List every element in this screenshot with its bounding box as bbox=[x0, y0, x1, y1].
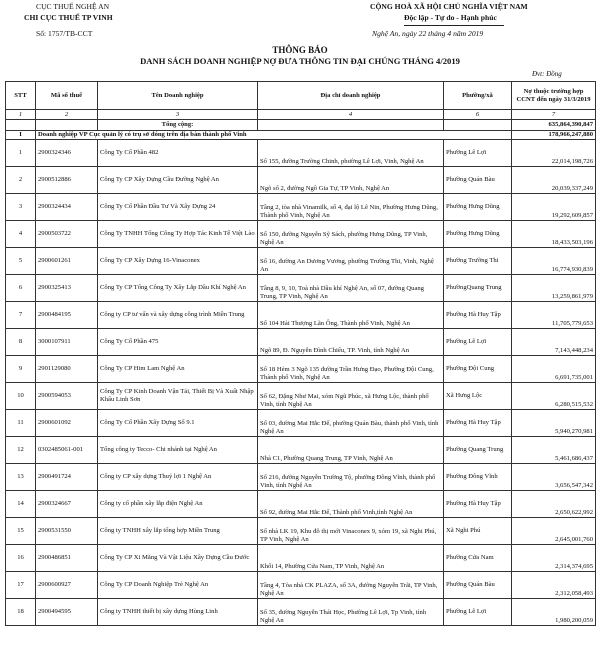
agency-name: CỤC THUẾ NGHỆ AN bbox=[36, 2, 110, 11]
row-tax-code: 2900491724 bbox=[36, 464, 98, 491]
row-address: Số 216, đường Nguyễn Trường Tộ, phường Đông Vĩnh, thành phố Vinh, tỉnh Nghệ An bbox=[258, 464, 444, 491]
row-stt: 6 bbox=[6, 275, 36, 302]
row-ward: Phường Đông Vĩnh bbox=[444, 464, 512, 491]
index-cell: 7 bbox=[512, 110, 596, 120]
index-cell: 2 bbox=[36, 110, 98, 120]
row-stt: 4 bbox=[6, 221, 36, 248]
row-tax-code: 2900325413 bbox=[36, 275, 98, 302]
total-label: Tổng cộng: bbox=[98, 120, 258, 131]
header-debt-amount: Nợ thuộc trường hợp CCNT đến ngày 31/3/2019 bbox=[512, 82, 596, 110]
row-company-name: Công Ty CP Xi Măng Và Vật Liệu Xây Dựng Cầu Đước bbox=[98, 545, 258, 572]
row-stt: 14 bbox=[6, 491, 36, 518]
table-header-row bbox=[6, 82, 596, 110]
row-debt-amount: 3,656,547,342 bbox=[512, 464, 596, 491]
row-debt-amount: 5,940,270,981 bbox=[512, 410, 596, 437]
table-row bbox=[6, 329, 596, 356]
notice-title: THÔNG BÁO bbox=[272, 45, 328, 55]
column-index-row bbox=[6, 110, 596, 120]
row-company-name: Công Ty CP Xây Dựng Cầu Đường Nghệ An bbox=[98, 167, 258, 194]
total-row bbox=[6, 120, 596, 131]
table-row bbox=[6, 410, 596, 437]
row-address: Số 92, đường Mai Hắc Đế, Thành phố Vinh,tỉnh Nghệ An bbox=[258, 491, 444, 518]
row-debt-amount: 16,774,930,839 bbox=[512, 248, 596, 275]
row-stt: 13 bbox=[6, 464, 36, 491]
row-address: Số 104 Hải Thượng Lãn Ông, Thành phố Vinh, Nghệ An bbox=[258, 302, 444, 329]
row-address: Tầng 2, tòa nhà Vinamilk, số 4, đại lộ Lê Nin, Phường Hưng Dũng, Thành phố Vinh, Nghệ An bbox=[258, 194, 444, 221]
row-company-name: Công Ty CP Kinh Doanh Vận Tải, Thiết Bị Và Xuất Nhập Khẩu Linh Sơn bbox=[98, 383, 258, 410]
row-debt-amount: 18,433,503,196 bbox=[512, 221, 596, 248]
row-address: Nhà C1, Phường Quang Trung, TP Vinh, Nghệ An bbox=[258, 437, 444, 464]
row-stt: 16 bbox=[6, 545, 36, 572]
issue-date: Nghệ An, ngày 22 tháng 4 năm 2019 bbox=[372, 29, 484, 38]
row-company-name: Tổng công ty Tecco- Chi nhánh tại Nghệ An bbox=[98, 437, 258, 464]
group-value: 178,966,247,880 bbox=[512, 131, 596, 140]
row-tax-code: 2900324346 bbox=[36, 140, 98, 167]
row-company-name: Công Ty CP Him Lam Nghệ An bbox=[98, 356, 258, 383]
header-address: Địa chỉ doanh nghiệp bbox=[258, 82, 444, 110]
row-address: Số 62, Đặng Như Mai, xóm Ngũ Phúc, xã Hưng Lộc, thành phố Vinh, tỉnh Nghệ An bbox=[258, 383, 444, 410]
row-address: Số 35, đường Nguyễn Thái Học, Phường Lê Lợi, Tp Vinh, tỉnh Nghệ An bbox=[258, 599, 444, 626]
row-address: Số 155, đường Trường Chinh, phường Lê Lợi, Vinh, Nghệ An bbox=[258, 140, 444, 167]
row-debt-amount: 22,014,198,726 bbox=[512, 140, 596, 167]
row-debt-amount: 5,461,686,437 bbox=[512, 437, 596, 464]
row-company-name: Công Ty Cổ Phần Xây Dựng Số 9.1 bbox=[98, 410, 258, 437]
row-debt-amount: 6,691,735,001 bbox=[512, 356, 596, 383]
index-cell: 4 bbox=[258, 110, 444, 120]
row-debt-amount: 2,645,001,760 bbox=[512, 518, 596, 545]
row-ward: Phường Lê Lợi bbox=[444, 140, 512, 167]
table-row bbox=[6, 572, 596, 599]
row-company-name: Công Ty CP Doanh Nghiệp Trẻ Nghệ An bbox=[98, 572, 258, 599]
row-company-name: Công Ty Cổ Phần 482 bbox=[98, 140, 258, 167]
row-tax-code: 2900531550 bbox=[36, 518, 98, 545]
national-motto: Độc lập - Tự do - Hạnh phúc bbox=[404, 13, 497, 22]
row-address: Tầng 4, Tòa nhà CK PLAZA, số 3A, đường Nguyễn Trãi, TP Vinh, Nghệ An bbox=[258, 572, 444, 599]
row-ward: Phường Lê Lợi bbox=[444, 599, 512, 626]
table-row bbox=[6, 356, 596, 383]
row-company-name: Công ty cổ phần xây lắp điện Nghệ An bbox=[98, 491, 258, 518]
row-ward: Phường Hà Huy Tập bbox=[444, 302, 512, 329]
total-blank bbox=[258, 120, 444, 131]
total-blank bbox=[36, 120, 98, 131]
row-debt-amount: 7,143,448,234 bbox=[512, 329, 596, 356]
header-tax-code: Mã số thuế bbox=[36, 82, 98, 110]
row-tax-code: 3000107911 bbox=[36, 329, 98, 356]
table-row bbox=[6, 383, 596, 410]
sub-agency-name: CHI CỤC THUẾ TP VINH bbox=[24, 13, 113, 22]
row-address: Số nhà LK 19, Khu đô thị mới Vinaconex 9, xóm 19, xã Nghi Phú, TP Vinh, Nghệ An bbox=[258, 518, 444, 545]
group-row bbox=[6, 131, 596, 140]
row-stt: 9 bbox=[6, 356, 36, 383]
row-tax-code: 2900600927 bbox=[36, 572, 98, 599]
row-ward: Phường Lê Lợi bbox=[444, 329, 512, 356]
currency-unit: Đvt: Đồng bbox=[532, 70, 562, 78]
table-row bbox=[6, 194, 596, 221]
row-company-name: Công ty TNHH thiết bị xây dựng Hùng Linh bbox=[98, 599, 258, 626]
row-ward: Phường Hưng Dũng bbox=[444, 221, 512, 248]
row-address: Số 16, đường An Dương Vương, phường Trường Thi, Vinh, Nghệ An bbox=[258, 248, 444, 275]
document-number: Số: 1757/TB-CCT bbox=[36, 29, 93, 38]
index-cell: 1 bbox=[6, 110, 36, 120]
row-debt-amount: 13,259,861,979 bbox=[512, 275, 596, 302]
row-tax-code: 2900601092 bbox=[36, 410, 98, 437]
row-address: Số 03, đường Mai Hắc Đế, phường Quán Bàu, thành phố Vinh, tỉnh Nghệ An bbox=[258, 410, 444, 437]
row-stt: 2 bbox=[6, 167, 36, 194]
row-ward: Xã Hưng Lộc bbox=[444, 383, 512, 410]
header-stt: STT bbox=[6, 82, 36, 110]
row-stt: 17 bbox=[6, 572, 36, 599]
row-stt: 1 bbox=[6, 140, 36, 167]
row-address: Ngõ số 2, đường Ngô Gia Tự, TP Vinh, Nghệ An bbox=[258, 167, 444, 194]
nation-header: CỘNG HOÀ XÃ HỘI CHỦ NGHĨA VIỆT NAM bbox=[370, 2, 528, 11]
row-stt: 5 bbox=[6, 248, 36, 275]
row-ward: Phường Quán Bàu bbox=[444, 167, 512, 194]
row-stt: 11 bbox=[6, 410, 36, 437]
row-address: Ngõ 89, Đ. Nguyễn Đình Chiểu, TP. Vinh, tỉnh Nghệ An bbox=[258, 329, 444, 356]
row-company-name: Công Ty TNHH Tổng Công Ty Hợp Tác Kinh Tế Việt Lào bbox=[98, 221, 258, 248]
row-company-name: Công Ty CP Tổng Công Ty Xây Lắp Dầu Khí Nghệ An bbox=[98, 275, 258, 302]
row-tax-code: 2900486851 bbox=[36, 545, 98, 572]
group-number: I bbox=[6, 131, 36, 140]
row-ward: PhườngQuang Trung bbox=[444, 275, 512, 302]
total-value: 635,864,390,847 bbox=[512, 120, 596, 131]
index-cell: 3 bbox=[98, 110, 258, 120]
table-row bbox=[6, 599, 596, 626]
debtor-table bbox=[5, 81, 596, 626]
row-company-name: Công Ty CP Xây Dựng 16-Vinaconex bbox=[98, 248, 258, 275]
table-row bbox=[6, 518, 596, 545]
row-ward: Phường Cửa Nam bbox=[444, 545, 512, 572]
row-debt-amount: 19,292,609,857 bbox=[512, 194, 596, 221]
row-tax-code: 2900324434 bbox=[36, 194, 98, 221]
index-cell: 6 bbox=[444, 110, 512, 120]
row-company-name: Công Ty Cổ Phần 475 bbox=[98, 329, 258, 356]
row-stt: 8 bbox=[6, 329, 36, 356]
row-debt-amount: 2,312,058,493 bbox=[512, 572, 596, 599]
row-stt: 18 bbox=[6, 599, 36, 626]
motto-underline bbox=[404, 25, 504, 26]
table-row bbox=[6, 437, 596, 464]
row-tax-code: 2900324667 bbox=[36, 491, 98, 518]
row-debt-amount: 11,705,779,653 bbox=[512, 302, 596, 329]
row-stt: 15 bbox=[6, 518, 36, 545]
table-row bbox=[6, 545, 596, 572]
row-stt: 7 bbox=[6, 302, 36, 329]
group-label: Doanh nghiệp VP Cục quản lý có trụ sở đóng trên địa bàn thành phố Vinh bbox=[36, 131, 512, 140]
row-ward: Phường Hà Huy Tập bbox=[444, 410, 512, 437]
row-tax-code: 2901129080 bbox=[36, 356, 98, 383]
row-tax-code: 2900601261 bbox=[36, 248, 98, 275]
row-tax-code: 2900494595 bbox=[36, 599, 98, 626]
row-ward: Phường Hưng Dũng bbox=[444, 194, 512, 221]
row-debt-amount: 2,650,622,992 bbox=[512, 491, 596, 518]
notice-subtitle: DANH SÁCH DOANH NGHIỆP NỢ ĐƯA THÔNG TIN ĐẠI CHÚNG THÁNG 4/2019 bbox=[140, 56, 460, 66]
row-debt-amount: 2,314,374,695 bbox=[512, 545, 596, 572]
table-row bbox=[6, 140, 596, 167]
row-address: Tầng 8, 9, 10, Toà nhà Dầu khí Nghệ An, số 07, đường Quang Trung, TP Vinh, Nghệ An bbox=[258, 275, 444, 302]
row-tax-code: 2900484195 bbox=[36, 302, 98, 329]
row-stt: 3 bbox=[6, 194, 36, 221]
row-company-name: Công ty CP xây dựng Thuỷ lợi 1 Nghệ An bbox=[98, 464, 258, 491]
table-row bbox=[6, 491, 596, 518]
row-ward: Phường Hà Huy Tập bbox=[444, 491, 512, 518]
row-ward: Phường Quang Trung bbox=[444, 437, 512, 464]
row-stt: 12 bbox=[6, 437, 36, 464]
table-row bbox=[6, 464, 596, 491]
row-debt-amount: 1,980,200,059 bbox=[512, 599, 596, 626]
table-row bbox=[6, 302, 596, 329]
row-tax-code: 2900512886 bbox=[36, 167, 98, 194]
row-tax-code: 2900503722 bbox=[36, 221, 98, 248]
row-address: Số 150, đường Nguyễn Sỹ Sách, phường Hưng Dũng, TP Vinh, Nghệ An bbox=[258, 221, 444, 248]
row-stt: 10 bbox=[6, 383, 36, 410]
row-debt-amount: 6,280,515,532 bbox=[512, 383, 596, 410]
header-ward: Phường/xã bbox=[444, 82, 512, 110]
row-tax-code: 2900594053 bbox=[36, 383, 98, 410]
row-tax-code: 0302485061-001 bbox=[36, 437, 98, 464]
row-address: Số 18 Hẻm 3 Ngõ 135 đường Trần Hưng Đạo, Phường Đội Cung, Thành phố Vinh, Nghệ An bbox=[258, 356, 444, 383]
row-company-name: Công Ty Cổ Phần Đầu Tư Và Xây Dựng 24 bbox=[98, 194, 258, 221]
header-company-name: Tên Doanh nghiệp bbox=[98, 82, 258, 110]
row-ward: Xã Nghi Phú bbox=[444, 518, 512, 545]
row-ward: Phường Đội Cung bbox=[444, 356, 512, 383]
row-ward: Phường Quán Bàu bbox=[444, 572, 512, 599]
row-debt-amount: 20,039,337,249 bbox=[512, 167, 596, 194]
table-row bbox=[6, 221, 596, 248]
table-row bbox=[6, 167, 596, 194]
table-row bbox=[6, 275, 596, 302]
row-ward: Phường Trường Thi bbox=[444, 248, 512, 275]
total-blank bbox=[444, 120, 512, 131]
row-company-name: Công ty TNHH xây lắp tổng hợp Miền Trung bbox=[98, 518, 258, 545]
total-blank bbox=[6, 120, 36, 131]
row-address: Khối 14, Phường Cửa Nam, TP Vinh, Nghệ An bbox=[258, 545, 444, 572]
table-row bbox=[6, 248, 596, 275]
row-company-name: Công ty CP tư vấn và xây dựng công trình Miền Trung bbox=[98, 302, 258, 329]
